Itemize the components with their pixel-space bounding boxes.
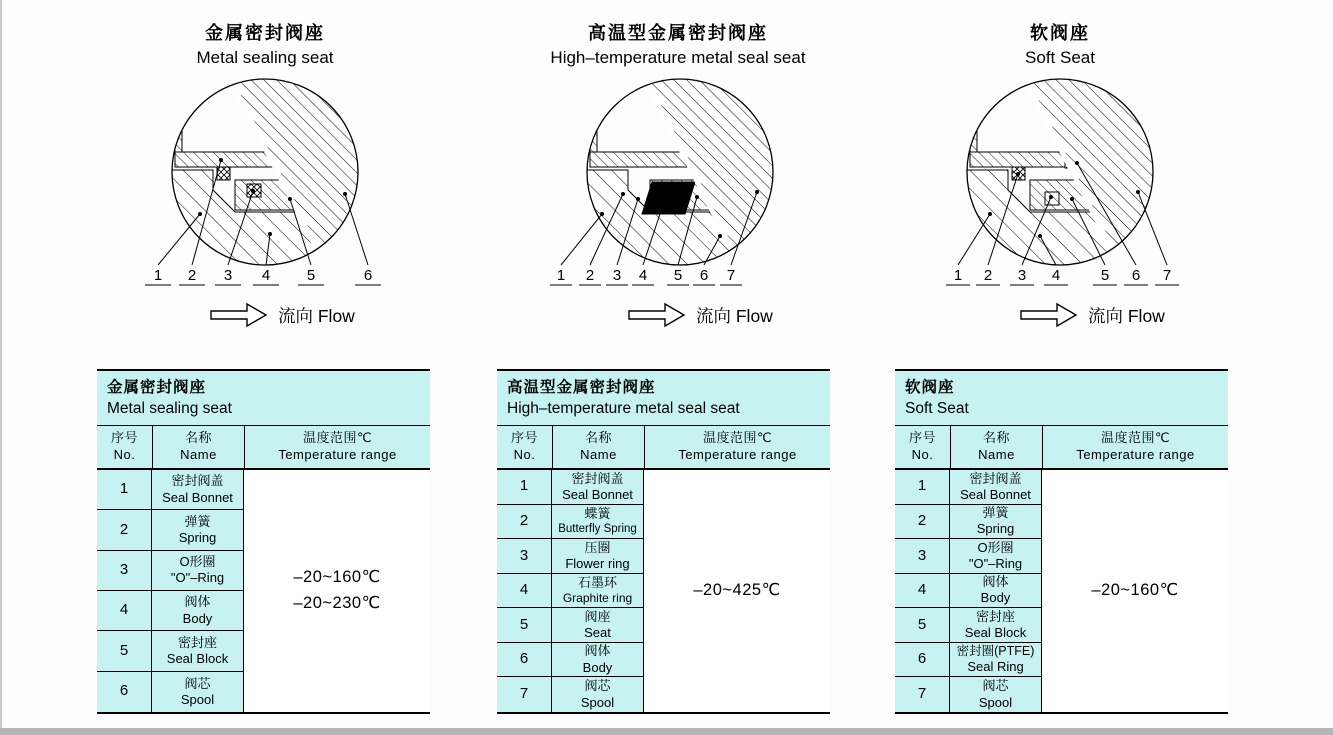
scan-edge-left <box>0 0 2 735</box>
table2-title <box>497 371 830 426</box>
table2-title-en: High–temperature metal seal seat <box>507 400 740 417</box>
column1-title-en: Metal sealing seat <box>196 48 334 68</box>
callout-4: 4 <box>638 267 648 284</box>
table1-body <box>97 470 430 712</box>
flow-arrow-icon <box>1019 301 1079 329</box>
row-name: 压圈 Flower ring <box>552 539 644 574</box>
temperature-range-cell <box>644 470 830 712</box>
column1-title-zh: 金属密封阀座 <box>205 23 325 43</box>
row-no: 7 <box>497 677 552 712</box>
scan-edge-bottom <box>0 728 1333 735</box>
row-name: 密封座 Seal Block <box>152 631 244 671</box>
row-no: 3 <box>97 551 152 591</box>
temp-line-1: –20~425℃ <box>693 581 781 600</box>
callout-7: 7 <box>1162 267 1172 284</box>
row-name: O形圈 "O"–Ring <box>152 551 244 591</box>
callout-6: 6 <box>1131 267 1141 284</box>
callout-5: 5 <box>306 267 316 284</box>
table3-body <box>895 470 1228 712</box>
header-name: 名称 Name <box>951 426 1043 468</box>
table1-title-en: Metal sealing seat <box>107 400 232 417</box>
row-name: 蝶簧 Butterfly Spring <box>552 505 644 540</box>
table2-body <box>497 470 830 712</box>
high-temp-seat-table <box>497 369 830 714</box>
metal-seat-table <box>97 369 430 714</box>
row-name: 密封阀盖 Seal Bonnet <box>552 470 644 505</box>
row-no: 1 <box>497 470 552 505</box>
header-temp: 温度范围℃ Temperature range <box>678 430 797 462</box>
row-name: 石墨环 Graphite ring <box>552 574 644 609</box>
row-no: 1 <box>97 470 152 510</box>
row-no: 7 <box>895 677 950 712</box>
column2-title-en: High–temperature metal seal seat <box>550 48 806 68</box>
header-name: 名称 Name <box>153 426 245 468</box>
row-no: 5 <box>97 631 152 671</box>
temperature-range-cell <box>244 470 430 712</box>
flow-indicator-1 <box>209 301 355 329</box>
column3-title-zh: 软阀座 <box>1030 23 1090 43</box>
callout-5: 5 <box>1100 267 1110 284</box>
callout-3: 3 <box>612 267 622 284</box>
callout-3: 3 <box>223 267 233 284</box>
header-no: 序号 No. <box>97 426 153 468</box>
flow-arrow-icon <box>627 301 687 329</box>
flow-indicator-2 <box>627 301 773 329</box>
flow-label: 流向 Flow <box>696 305 773 326</box>
callout-4: 4 <box>261 267 271 284</box>
row-no: 4 <box>497 574 552 609</box>
column2-title-zh: 高温型金属密封阀座 <box>588 23 768 43</box>
row-no: 6 <box>497 643 552 678</box>
callout-1: 1 <box>556 267 566 284</box>
row-name: 阀芯 Spool <box>552 677 644 712</box>
high-temp-seat-cross-section-diagram <box>505 64 865 292</box>
temperature-range-cell <box>1042 470 1228 712</box>
callout-1: 1 <box>953 267 963 284</box>
table1-title <box>97 371 430 426</box>
callout-5: 5 <box>673 267 683 284</box>
row-no: 6 <box>895 643 950 678</box>
row-name: 阀座 Seat <box>552 608 644 643</box>
flow-label: 流向 Flow <box>1088 305 1165 326</box>
row-name: 密封阀盖 Seal Bonnet <box>950 470 1042 505</box>
callout-4: 4 <box>1051 267 1061 284</box>
column3-title-en: Soft Seat <box>1025 48 1095 68</box>
table3-title-en: Soft Seat <box>905 400 969 417</box>
soft-seat-cross-section-diagram <box>900 64 1260 292</box>
header-temp: 温度范围℃ Temperature range <box>278 430 397 462</box>
row-no: 3 <box>497 539 552 574</box>
flow-indicator-3 <box>1019 301 1165 329</box>
row-name: 弹簧 Spring <box>950 505 1042 540</box>
table1-header <box>97 426 430 470</box>
row-no: 3 <box>895 539 950 574</box>
callout-3: 3 <box>1017 267 1027 284</box>
table3-header <box>895 426 1228 470</box>
callout-6: 6 <box>699 267 709 284</box>
callout-1: 1 <box>153 267 163 284</box>
row-name: 密封座 Seal Block <box>950 608 1042 643</box>
callout-7: 7 <box>726 267 736 284</box>
table1-rows <box>97 470 244 712</box>
soft-seat-table <box>895 369 1228 714</box>
header-no: 序号 No. <box>895 426 951 468</box>
table3-title <box>895 371 1228 426</box>
row-no: 4 <box>895 574 950 609</box>
row-name: 阀芯 Spool <box>152 672 244 712</box>
row-name: 密封圈(PTFE) Seal Ring <box>950 643 1042 678</box>
row-no: 5 <box>497 608 552 643</box>
row-name: O形圈 "O"–Ring <box>950 539 1042 574</box>
callout-2: 2 <box>585 267 595 284</box>
table3-title-zh: 软阀座 <box>905 379 955 397</box>
row-no: 1 <box>895 470 950 505</box>
flow-label: 流向 Flow <box>278 305 355 326</box>
callout-6: 6 <box>363 267 373 284</box>
row-name: 密封阀盖 Seal Bonnet <box>152 470 244 510</box>
temp-line-1: –20~160℃ <box>1091 581 1179 600</box>
row-name: 阀体 Body <box>950 574 1042 609</box>
soft-seat-section-geometry <box>967 79 1153 265</box>
row-no: 5 <box>895 608 950 643</box>
table2-header <box>497 426 830 470</box>
row-no: 2 <box>497 505 552 540</box>
row-name: 阀体 Body <box>552 643 644 678</box>
row-no: 4 <box>97 591 152 631</box>
temp-line-2: –20~230℃ <box>293 594 381 612</box>
row-name: 阀芯 Spool <box>950 677 1042 712</box>
row-no: 6 <box>97 672 152 712</box>
header-temp: 温度范围℃ Temperature range <box>1076 430 1195 462</box>
header-no: 序号 No. <box>497 426 553 468</box>
high-temp-section-geometry <box>587 79 773 265</box>
callout-2: 2 <box>983 267 993 284</box>
header-name: 名称 Name <box>553 426 645 468</box>
table2-rows <box>497 470 644 712</box>
temp-line-1: –20~160℃ <box>293 568 381 587</box>
row-name: 弹簧 Spring <box>152 510 244 550</box>
row-name: 阀体 Body <box>152 591 244 631</box>
row-no: 2 <box>895 505 950 540</box>
table1-title-zh: 金属密封阀座 <box>107 379 207 397</box>
flow-arrow-icon <box>209 301 269 329</box>
metal-seat-cross-section-diagram <box>95 64 455 292</box>
callout-2: 2 <box>187 267 197 284</box>
table3-rows <box>895 470 1042 712</box>
table2-title-zh: 高温型金属密封阀座 <box>507 379 656 397</box>
row-no: 2 <box>97 510 152 550</box>
